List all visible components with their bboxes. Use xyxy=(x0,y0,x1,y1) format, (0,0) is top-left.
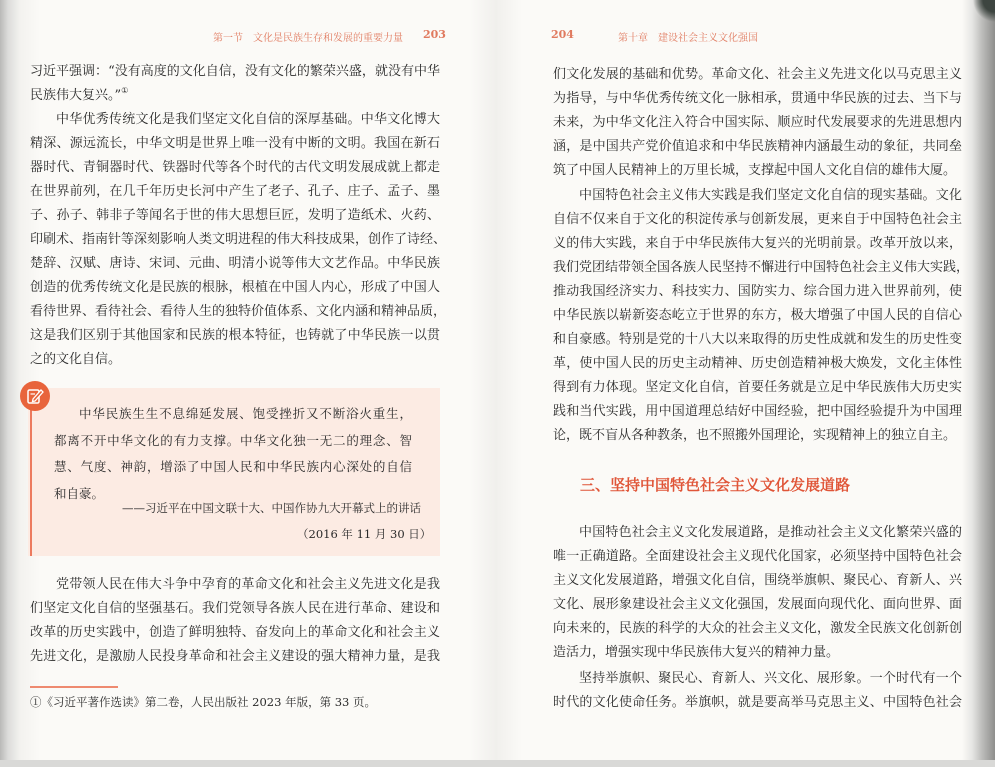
running-header-title: 第十章 建设社会主义文化强国 xyxy=(618,33,758,44)
text-line: 中国特色社会主义文化发展道路，是推动社会主义文化繁荣兴盛的 xyxy=(579,525,962,540)
text-line: 涵，是中国共产党价值追求和中华民族精神内涵最生动的象征，共同垒 xyxy=(553,139,962,154)
text-line: 中华优秀传统文化是我们坚定文化自信的深厚基础。中华文化博大 xyxy=(56,112,440,127)
text-line: 筑了中国人民精神上的万里长城，支撑起中国人文化自信的雄伟大厦。 xyxy=(553,163,957,178)
quote-line: 慧、气度、神韵，增添了中国人民和中华民族内心深处的自信 xyxy=(54,459,412,474)
quote-text xyxy=(54,401,412,507)
text-line: 我们党团结带领全国各族人民坚持不懈进行中国特色社会主义伟大实践， xyxy=(553,260,970,275)
text-line: 唯一正确道路。全面建设社会主义现代化国家，必须坚持中国特色社会 xyxy=(553,549,962,564)
text-line: 推动我国经济实力、科技实力、国防实力、综合国力进入世界前列，使 xyxy=(553,284,962,299)
text-line: 革，使中国人民的历史主动精神、历史创造精神极大焕发，文化主体性 xyxy=(553,356,962,371)
text-line: 在世界前列，在几千年历史长河中产生了老子、孔子、庄子、孟子、墨 xyxy=(30,184,440,199)
text-line: 楚辞、汉赋、唐诗、宋词、元曲、明清小说等伟大文艺作品。中华民族 xyxy=(30,256,440,271)
text-line: 中华民族以崭新姿态屹立于世界的东方，极大增强了中国人民的自信心 xyxy=(553,308,962,323)
paragraph xyxy=(553,521,962,665)
text-line: 习近平强调：“没有高度的文化自信，没有文化的繁荣兴盛，就没有中华 xyxy=(30,64,440,79)
text-line: 改革的历史实践中，创造了鲜明独特、奋发向上的革命文化和社会主义 xyxy=(30,625,440,640)
text-line: 和自豪感。特别是党的十八大以来取得的历史性成就和发生的历史性变 xyxy=(553,332,962,347)
text-line: 得到有力体现。坚定文化自信，首要任务就是立足中华民族伟大历史实 xyxy=(553,380,962,395)
text-line: 主义文化发展道路，增强文化自信，围绕举旗帜、聚民心、育新人、兴 xyxy=(553,573,962,588)
text-line: 器时代、青铜器时代、铁器时代等各个时代的古代文明发展成就上都走 xyxy=(30,160,440,175)
quote-line: 和自豪。 xyxy=(54,485,105,501)
text-line: 之的文化自信。 xyxy=(30,352,122,367)
paragraph xyxy=(30,573,440,669)
paragraph xyxy=(30,60,440,108)
text-line: 这是我们区别于其他国家和民族的根本特征，也铸就了中华民族一以贯 xyxy=(30,328,440,343)
text-line: 党带领人民在伟大斗争中孕育的革命文化和社会主义先进文化是我 xyxy=(56,577,440,592)
text-line: 义的伟大实践，来自于中华民族伟大复兴的光明前景。改革开放以来， xyxy=(553,236,962,251)
pencil-note-icon xyxy=(20,381,50,411)
paragraph xyxy=(553,184,970,448)
quote-attribution: ——习近平在中国文联十大、中国作协九大开幕式上的讲话 xyxy=(122,501,421,515)
text-line: 印刷术、指南针等深刻影响人类文明进程的伟大科技成果，创作了诗经、 xyxy=(30,232,447,247)
text-line: 时代的文化使命任务。举旗帜，就是要高举马克思主义、中国特色社会 xyxy=(553,695,962,710)
footnote: ①《习近平著作选读》第二卷，人民出版社 2023 年版，第 33 页。 xyxy=(30,695,377,709)
text-line: 为指导，与中华优秀传统文化一脉相承，贯通中华民族的过去、当下与 xyxy=(553,91,962,106)
quote-line: 都离不开中华文化的有力支撑。中华文化独一无二的理念、智 xyxy=(54,432,412,448)
paragraph xyxy=(553,667,962,715)
footnote-rule xyxy=(30,686,118,688)
text-line: 向未来的，民族的科学的大众的社会主义文化，激发全民族文化创新创 xyxy=(553,621,962,636)
text-line: 创造的优秀传统文化是民族的根脉，根植在中国人内心，形成了中国人 xyxy=(30,280,440,295)
text-line: 先进文化，是激励人民投身革命和社会主义建设的强大精神力量，是我 xyxy=(30,649,440,664)
text-line: 看待世界、看待社会、看待人生的独特价值体系、文化内涵和精神品质， xyxy=(30,304,447,319)
text-line: 们文化发展的基础和优势。革命文化、社会主义先进文化以马克思主义 xyxy=(553,67,962,82)
paragraph xyxy=(30,108,447,372)
text-line: 中国特色社会主义伟大实践是我们坚定文化自信的现实基础。文化 xyxy=(579,188,962,203)
text-line: 们坚定文化自信的坚强基石。我们党领导各族人民在进行革命、建设和 xyxy=(30,601,440,616)
text-line: 子、孙子、韩非子等闻名于世的伟大思想巨匠，发明了造纸术、火药、 xyxy=(30,208,440,223)
quote-rule xyxy=(30,410,32,556)
text-line: 民族伟大复兴。” xyxy=(30,88,122,103)
text-line: 文化、展形象建设社会主义文化强国，发展面向现代化、面向世界、面 xyxy=(553,597,962,612)
text-line: 坚持举旗帜、聚民心、育新人、兴文化、展形象。一个时代有一个 xyxy=(579,671,962,686)
page-number: 204 xyxy=(551,28,574,41)
section-heading: 三、坚持中国特色社会主义文化发展道路 xyxy=(580,476,851,494)
text-line: 造活力，增强实现中华民族伟大复兴的精神力量。 xyxy=(553,645,840,660)
paragraph xyxy=(553,63,962,183)
text-line: 未来，为中华文化注入符合中国实际、顺应时代发展要求的先进思想内 xyxy=(553,115,962,130)
text-line: 论，既不盲从各种教条，也不照搬外国理论，实现精神上的独立自主。 xyxy=(553,428,957,443)
running-header-title: 第一节 文化是民族生存和发展的重要力量 xyxy=(213,33,403,44)
footnote-marker: ① xyxy=(121,86,129,95)
quote-date: （2016 年 11 月 30 日） xyxy=(297,527,432,541)
text-line: 精深、源远流长，中华文明是世界上唯一没有中断的文明。我国在新石 xyxy=(30,136,440,151)
quote-line: 中华民族生生不息绵延发展、饱受挫折又不断浴火重生， xyxy=(79,406,412,421)
text-line: 践和当代实践，用中国道理总结好中国经验，把中国经验提升为中国理 xyxy=(553,404,962,419)
text-line: 自信不仅来自于文化的积淀传承与创新发展，更来自于中国特色社会主 xyxy=(553,212,962,227)
page-corner-shadow xyxy=(965,0,995,30)
page-number: 203 xyxy=(423,28,446,41)
